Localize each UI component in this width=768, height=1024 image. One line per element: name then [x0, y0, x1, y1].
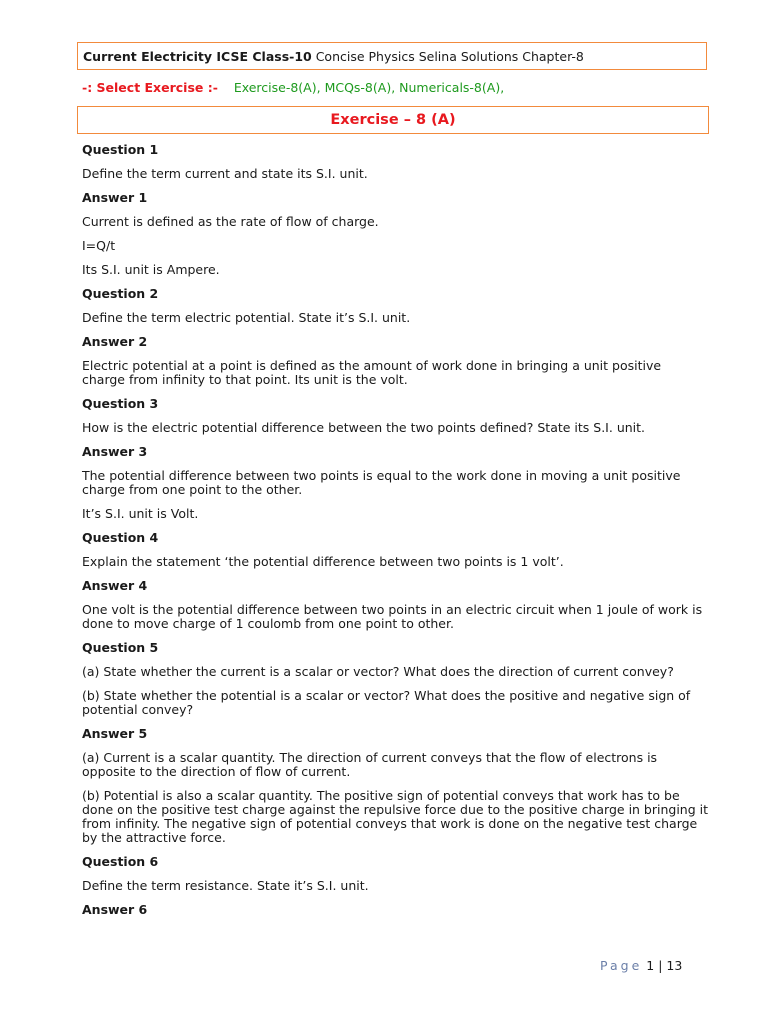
block-paragraph: (b) Potential is also a scalar quantity. The positive sign of potential conveys that work has to be done on the positive test charge against the repulsive force due to the positive charge in bringing it from infinity. The negative sign of potential conveys that work is done on the negative test charge by the attractive force.	[82, 788, 709, 845]
block-paragraph: I=Q/t	[82, 238, 116, 253]
block-paragraph: Current is defined as the rate of flow of charge.	[82, 214, 379, 229]
select-exercise-bar	[82, 80, 504, 95]
page-number: 1	[646, 958, 655, 973]
block-paragraph: One volt is the potential difference between two points in an electric circuit when 1 joule of work is done to move charge of 1 coulomb from one point to other.	[82, 602, 703, 631]
block-paragraph: It’s S.I. unit is Volt.	[82, 506, 199, 521]
block-paragraph: (b) State whether the potential is a scalar or vector? What does the positive and negative sign of potential convey?	[82, 688, 691, 717]
exercise-heading: Exercise – 8 (A)	[330, 112, 456, 128]
block-heading: Answer 4	[82, 578, 148, 593]
qa-content	[82, 143, 708, 927]
block-paragraph: Explain the statement ‘the potential difference between two points is 1 volt’.	[82, 554, 564, 569]
block-heading: Question 5	[82, 640, 159, 655]
block-heading: Question 1	[82, 142, 159, 157]
block-heading: Answer 6	[82, 902, 148, 917]
block-paragraph: Define the term electric potential. State it’s S.I. unit.	[82, 310, 411, 325]
block-heading: Answer 2	[82, 334, 148, 349]
page-footer	[600, 958, 682, 973]
block-paragraph: (a) Current is a scalar quantity. The direction of current conveys that the flow of electrons is opposite to the direction of flow of current.	[82, 750, 658, 779]
block-paragraph: Its S.I. unit is Ampere.	[82, 262, 220, 277]
block-paragraph: Define the term resistance. State it’s S.I. unit.	[82, 878, 369, 893]
link-exercise-8a[interactable]: Exercise-8(A),	[233, 80, 325, 95]
block-heading: Answer 5	[82, 726, 148, 741]
title-rest: Concise Physics Selina Solutions Chapter-8	[311, 49, 584, 64]
block-paragraph: The potential difference between two points is equal to the work done in moving a unit positive charge from one point to the other.	[82, 468, 681, 497]
exercise-heading-box	[77, 106, 709, 134]
link-numericals-8a[interactable]: Numericals-8(A),	[399, 80, 505, 95]
title-bold: Current Electricity ICSE Class-10	[83, 49, 312, 64]
block-heading: Question 4	[82, 530, 159, 545]
block-paragraph: How is the electric potential difference between the two points defined? State its S.I. unit.	[82, 420, 646, 435]
block-heading: Question 6	[82, 854, 159, 869]
block-heading: Question 3	[82, 396, 159, 411]
block-heading: Answer 3	[82, 444, 148, 459]
page-total: 13	[666, 958, 683, 973]
link-mcqs-8a[interactable]: MCQs-8(A),	[324, 80, 400, 95]
block-paragraph: Define the term current and state its S.I. unit.	[82, 166, 368, 181]
select-exercise-label: -: Select Exercise :-	[82, 80, 218, 95]
page-separator: |	[658, 958, 663, 973]
block-heading: Answer 1	[82, 190, 148, 205]
block-heading: Question 2	[82, 286, 159, 301]
block-paragraph: (a) State whether the current is a scalar or vector? What does the direction of current convey?	[82, 664, 674, 679]
page-word: Page	[600, 958, 643, 973]
document-title-box	[77, 42, 707, 70]
block-paragraph: Electric potential at a point is defined as the amount of work done in bringing a unit positive charge from infinity to that point. Its unit is the volt.	[82, 358, 662, 387]
